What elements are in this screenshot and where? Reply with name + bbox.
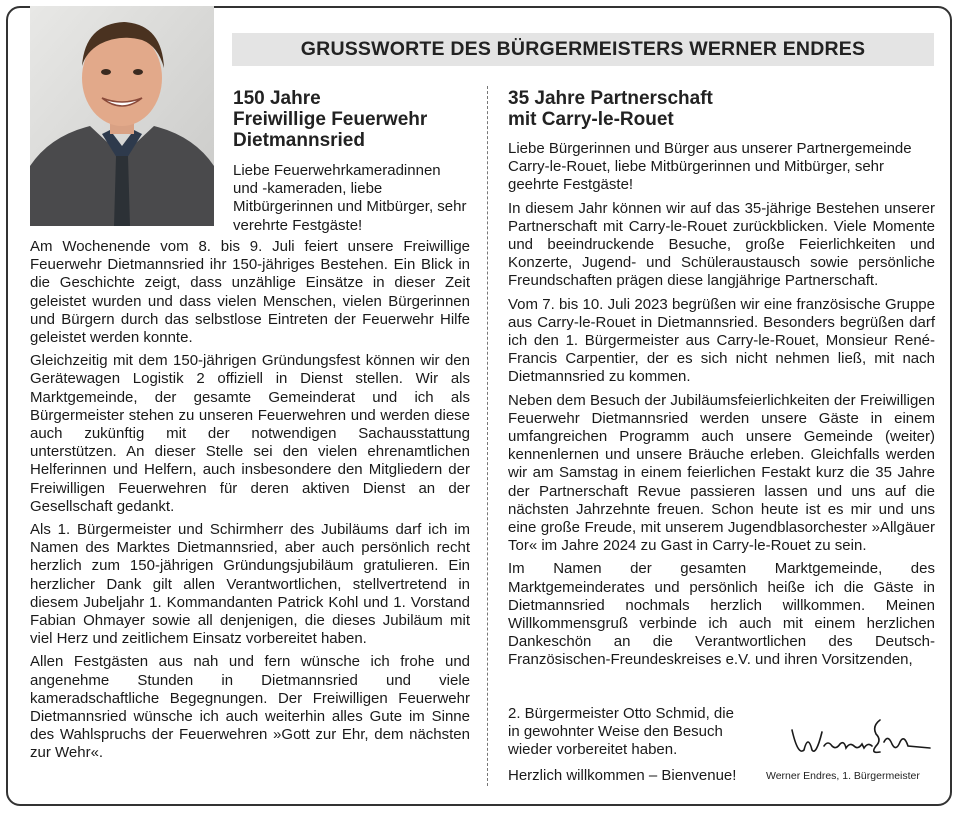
closing-line: 2. Bürgermeister Otto Schmid, die [508, 705, 734, 722]
signature-caption: Werner Endres, 1. Bürgermeister [766, 770, 920, 782]
left-heading-line: Freiwillige Feuerwehr [233, 109, 428, 130]
body-paragraph: Allen Festgästen aus nah und fern wünsche ich frohe und angenehme Stunden in Dietmannsried und viele kameradschaftliche Begegnungen. Der Freiwilligen Feuerwehr Dietmannsried wünsche ich auch weiterhin alles Gute im Sinne des Wahlspruchs der Feuerwehren »Gott zur Ehr, dem nächsten zur Wehr«. [30, 653, 470, 762]
signature-image [784, 712, 934, 762]
right-body [508, 140, 935, 675]
body-paragraph: Liebe Bürgerinnen und Bürger aus unserer Partnergemeinde Carry-le-Rouet, liebe Mitbürgerinnen und Mitbürger, sehr geehrte Festgäste! [508, 140, 912, 194]
portrait-photo [30, 6, 214, 226]
left-greeting [233, 162, 469, 240]
right-heading [508, 88, 713, 130]
left-heading-line: Dietmannsried [233, 130, 365, 151]
right-heading-line: mit Carry-le-Rouet [508, 109, 674, 130]
body-paragraph: Neben dem Besuch der Jubiläumsfeierlichkeiten der Freiwilligen Feuerwehr Dietmannsried werden unsere Gäste in einem umfangreichen Programm auch unsere Gemeinde (weiter) kennenlernen und unsere Bräuche erleben. Gleichfalls werden wir am Samstag in einem feierlichen Festakt kurz die 35 Jahre der Partnerschaft Revue passieren lassen und uns auf die nächsten Jahrzehnte freuen. Schon heute ist es mir und uns eine große Freude, mit unserem Jugendblasorchester »Allgäuer Tor« im Jahre 2024 zu Gast in Carry-le-Rouet zu sein. [508, 391, 935, 555]
right-heading-line: 35 Jahre Partnerschaft [508, 88, 713, 109]
closing-line: wieder vorbereitet haben. [508, 741, 678, 759]
left-body [30, 238, 470, 768]
body-paragraph: Als 1. Bürgermeister und Schirmherr des Jubiläums darf ich im Namen des Marktes Dietmannsried, aber auch persönlich recht herzlich zum 150-jährigen Gründungsjubiläum gratulieren. Ein herzlicher Dank gilt allen Verantwortlichen, stellvertretend in diesem Jubeljahr 1. Kommandanten Patrick Kohl und 1. Vorstand Fabian Ohmayer sowie all denjenigen, die dieses Jubiläum mit viel Herz und zeitlichem Einsatz vorbereitet haben. [30, 521, 470, 648]
left-heading-line: 150 Jahre [233, 88, 321, 109]
page-banner: GRUSSWORTE DES BÜRGERMEISTERS WERNER ENDRES [232, 33, 934, 66]
closing-block [508, 705, 778, 785]
left-heading [233, 88, 427, 151]
body-paragraph: Am Wochenende vom 8. bis 9. Juli feiert unsere Freiwillige Feuerwehr Dietmannsried ihr 150-jähriges Bestehen. Ein Blick in die Geschichte zeigt, dass unzählige Einsätze in dieser Zeit geleistet wurden und dass vielen Menschen, vielen Bürgerinnen und Bürgern durch das selbstlose Eintreten der Feuerwehr Hilfe geleistet werden konnte. [30, 238, 470, 347]
body-paragraph: In diesem Jahr können wir auf das 35-jährige Bestehen unserer Partnerschaft mit Carry-le-Rouet zurückblicken. Viele Momente und beeindruckende Besuche, große Feierlichkeiten und Konzerte, Jugend- und Schüleraustausch sowie persönliche Freundschaften prägen diese langjährige Partnerschaft. [508, 199, 935, 290]
column-divider [487, 86, 488, 786]
greeting-text: Liebe Feuerwehrkameradinnen und -kameraden, liebe Mitbürgerinnen und Mitbürger, sehr verehrte Festgäste! [233, 162, 467, 234]
farewell-text: Herzlich willkommen – Bienvenue! [508, 766, 737, 784]
closing-line: in gewohnter Weise den Besuch [508, 723, 723, 741]
body-paragraph: Gleichzeitig mit dem 150-jährigen Gründungsfest können wir den Gerätewagen Logistik 2 offiziell in Dienst stellen. Wir als Marktgemeinde, der gesamte Gemeinderat und ich als Bürgermeister stehen zu unseren Feuerwehren und werden diese auch zukünftig mit der notwendigen Sachausstattung unterstützen. An dieser Stelle sei den vielen ehrenamtlichen Helferinnen und Helfern, auch insbesondere den Mitgliedern der Freiwilligen Feuerwehren für deren aktiven Dienst an der Gesellschaft gedankt. [30, 352, 470, 515]
body-paragraph: Im Namen der gesamten Marktgemeinde, des Marktgemeinderates und persönlich heiße ich die Gäste in Dietmannsried nochmals herzlich willkommen. Meinen Willkommensgruß verbinde ich auch mit einem herzlichen Dankeschön an die Verantwortlichen des Deutsch-Französischen-Freundeskreises e.V. und ihren Vorsitzenden, [508, 560, 935, 669]
body-paragraph: Vom 7. bis 10. Juli 2023 begrüßen wir eine französische Gruppe aus Carry-le-Rouet in Dietmannsried. Besonders begrüßen darf ich den 1. Bürgermeister aus Carry-le-Rouet, Monsieur René-Francis Carpentier, der es sich nicht nehmen ließ, mit nach Dietmannsried zu kommen. [508, 295, 935, 386]
